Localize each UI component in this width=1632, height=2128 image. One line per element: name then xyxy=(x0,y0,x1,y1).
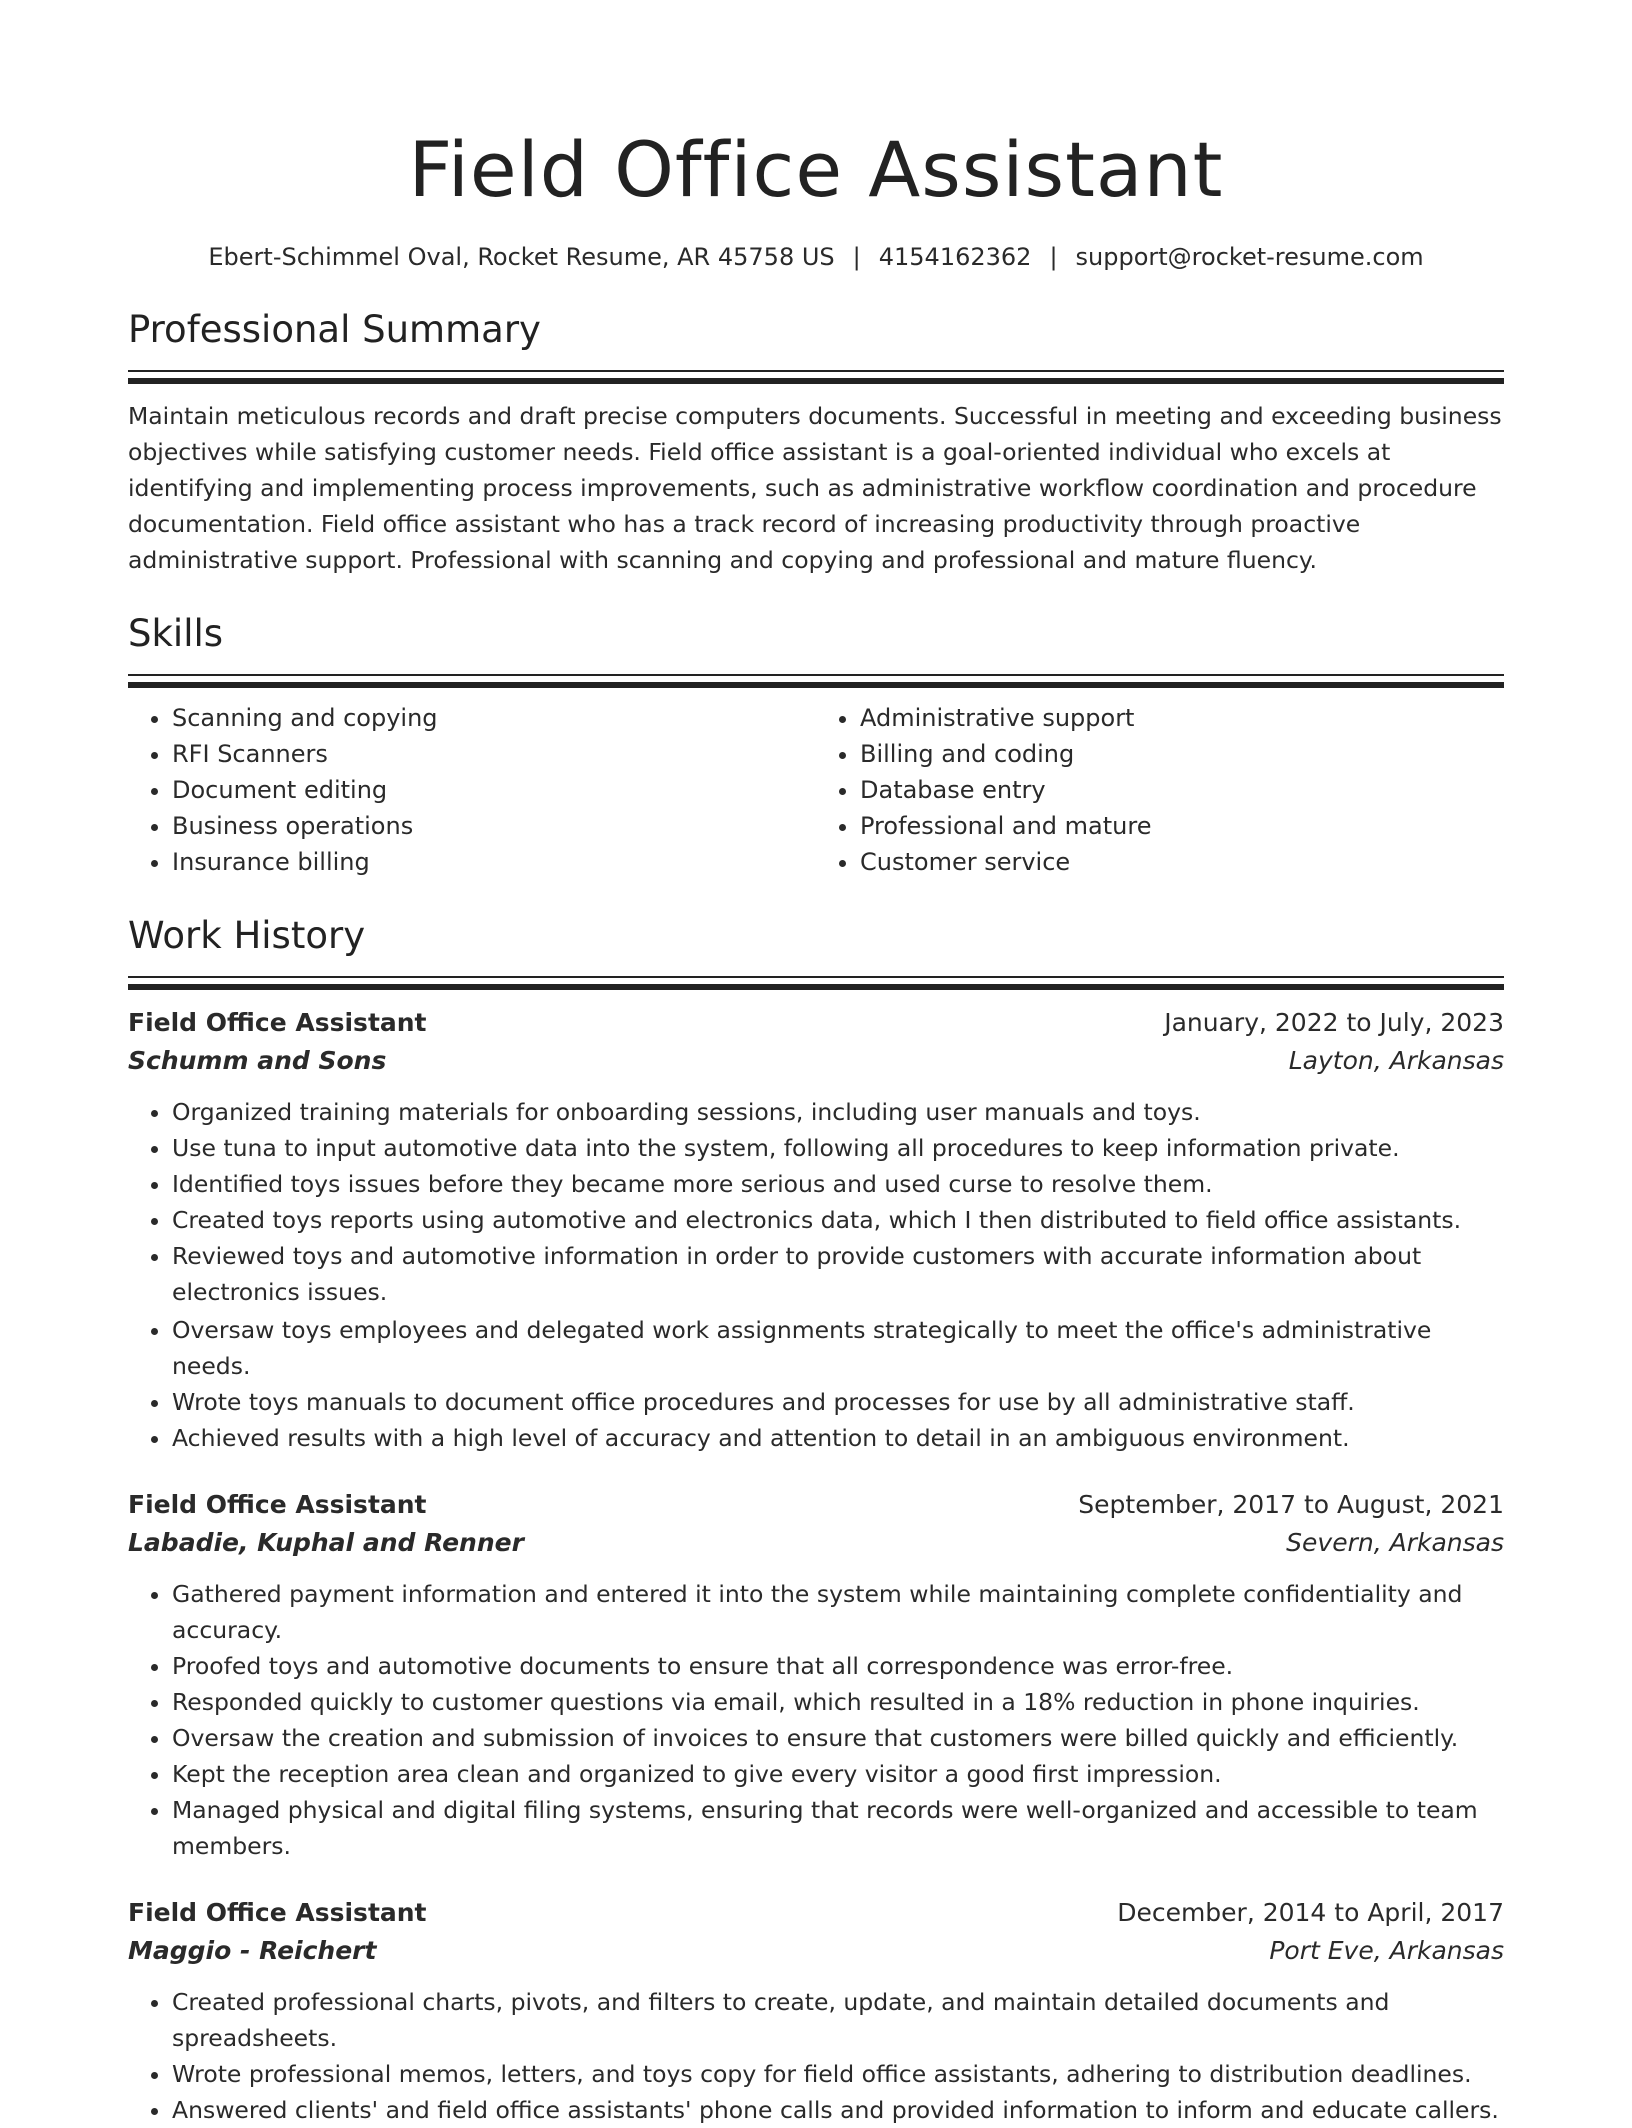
job-bullet: • Wrote professional memos, letters, and toys copy for field office assistants, adhering to distribution deadlines. xyxy=(172,2056,1504,2092)
job-location: Layton, Arkansas xyxy=(1288,1046,1504,1075)
summary-heading: Professional Summary xyxy=(128,308,541,351)
job-bullet: • Reviewed toys and automotive information in order to provide customers with accurate information about electronics issues. xyxy=(172,1238,1504,1310)
job-location: Severn, Arkansas xyxy=(1286,1528,1504,1557)
skill-item: • Business operations xyxy=(172,808,816,844)
job-bullets xyxy=(128,1984,1504,2128)
job-bullet: • Oversaw the creation and submission of invoices to ensure that customers were billed quickly and efficiently. xyxy=(172,1720,1504,1756)
job-header-row xyxy=(128,1486,1504,1524)
job-company-row xyxy=(128,1042,1504,1080)
contact-separator: | xyxy=(852,243,861,271)
job-entry xyxy=(128,1486,1504,1864)
skill-item: • Customer service xyxy=(860,844,1504,880)
skill-item: • Billing and coding xyxy=(860,736,1504,772)
contact-email: support@rocket-resume.com xyxy=(1075,243,1424,271)
job-bullets xyxy=(128,1094,1504,1456)
summary-section xyxy=(128,306,1504,578)
skill-item: • Insurance billing xyxy=(172,844,816,880)
job-bullet: • Proofed toys and automotive documents to ensure that all correspondence was error-free. xyxy=(172,1648,1504,1684)
job-bullets xyxy=(128,1576,1504,1864)
summary-text: Maintain meticulous records and draft precise computers documents. Successful in meeting and exceeding business objectives while satisfying customer needs. Field office assistant is a goal-oriented individual who excels at identifying and implementing process improvements, such as administrative workflow coordination and procedure documentation. Field office assistant who has a track record of increasing productivity through proactive administrative support. Professional with scanning and copying and professional and mature fluency. xyxy=(128,402,1502,574)
job-header-row xyxy=(128,1004,1504,1042)
job-bullet: • Kept the reception area clean and organized to give every visitor a good first impression. xyxy=(172,1756,1504,1792)
skill-item: • Administrative support xyxy=(860,700,1504,736)
job-entry xyxy=(128,1894,1504,2128)
skill-item: • Document editing xyxy=(172,772,816,808)
job-bullet: • Created toys reports using automotive and electronics data, which I then distributed to field office assistants. xyxy=(172,1202,1504,1238)
job-bullet: • Created professional charts, pivots, and filters to create, update, and maintain detailed documents and spreadsheets. xyxy=(172,1984,1504,2056)
job-company-row xyxy=(128,1932,1504,1970)
section-divider-thick xyxy=(128,682,1504,688)
skill-item: • RFI Scanners xyxy=(172,736,816,772)
job-title: Field Office Assistant xyxy=(128,1008,427,1037)
contact-phone: 4154162362 xyxy=(878,243,1032,271)
job-bullet: • Achieved results with a high level of accuracy and attention to detail in an ambiguous environment. xyxy=(172,1420,1504,1456)
job-bullet: • Responded quickly to customer questions via email, which resulted in a 18% reduction in phone inquiries. xyxy=(172,1684,1504,1720)
job-company: Maggio - Reichert xyxy=(128,1936,377,1965)
job-location: Port Eve, Arkansas xyxy=(1269,1936,1504,1965)
job-title: Field Office Assistant xyxy=(128,1898,427,1927)
skills-heading: Skills xyxy=(128,612,224,655)
job-header-row xyxy=(128,1894,1504,1932)
skills-left-list xyxy=(128,700,816,880)
job-company: Labadie, Kuphal and Renner xyxy=(128,1528,524,1557)
job-bullet: • Oversaw toys employees and delegated work assignments strategically to meet the office's administrative needs. xyxy=(172,1312,1504,1384)
work-history-heading: Work History xyxy=(128,914,366,957)
section-divider xyxy=(128,370,1504,372)
section-divider xyxy=(128,976,1504,978)
job-dates: September, 2017 to August, 2021 xyxy=(1078,1490,1504,1519)
contact-line xyxy=(128,240,1504,274)
job-company: Schumm and Sons xyxy=(128,1046,387,1075)
section-divider-thick xyxy=(128,378,1504,384)
resume-name: Field Office Assistant xyxy=(408,125,1224,214)
job-entry xyxy=(128,1004,1504,1456)
job-bullet: • Use tuna to input automotive data into the system, following all procedures to keep information private. xyxy=(172,1130,1504,1166)
job-bullet: • Managed physical and digital filing systems, ensuring that records were well-organized and accessible to team members. xyxy=(172,1792,1504,1864)
section-divider xyxy=(128,674,1504,676)
job-dates: December, 2014 to April, 2017 xyxy=(1117,1898,1504,1927)
skills-columns xyxy=(128,700,1504,880)
job-bullet: • Wrote toys manuals to document office procedures and processes for use by all administrative staff. xyxy=(172,1384,1504,1420)
job-dates: January, 2022 to July, 2023 xyxy=(1164,1008,1504,1037)
section-divider-thick xyxy=(128,984,1504,990)
job-bullet: • Answered clients' and field office assistants' phone calls and provided information to inform and educate callers. xyxy=(172,2092,1504,2128)
skill-item: • Scanning and copying xyxy=(172,700,816,736)
skill-item: • Database entry xyxy=(860,772,1504,808)
job-company-row xyxy=(128,1524,1504,1562)
work-history-section xyxy=(128,912,1504,2128)
contact-address: Ebert-Schimmel Oval, Rocket Resume, AR 45758 US xyxy=(208,243,835,271)
job-bullet: • Identified toys issues before they became more serious and used curse to resolve them. xyxy=(172,1166,1504,1202)
skills-section xyxy=(128,610,1504,880)
job-bullet: • Organized training materials for onboarding sessions, including user manuals and toys. xyxy=(172,1094,1504,1130)
skills-right-list xyxy=(816,700,1504,880)
contact-separator: | xyxy=(1049,243,1058,271)
job-bullet: • Gathered payment information and entered it into the system while maintaining complete confidentiality and accuracy. xyxy=(172,1576,1504,1648)
skill-item: • Professional and mature xyxy=(860,808,1504,844)
job-title: Field Office Assistant xyxy=(128,1490,427,1519)
